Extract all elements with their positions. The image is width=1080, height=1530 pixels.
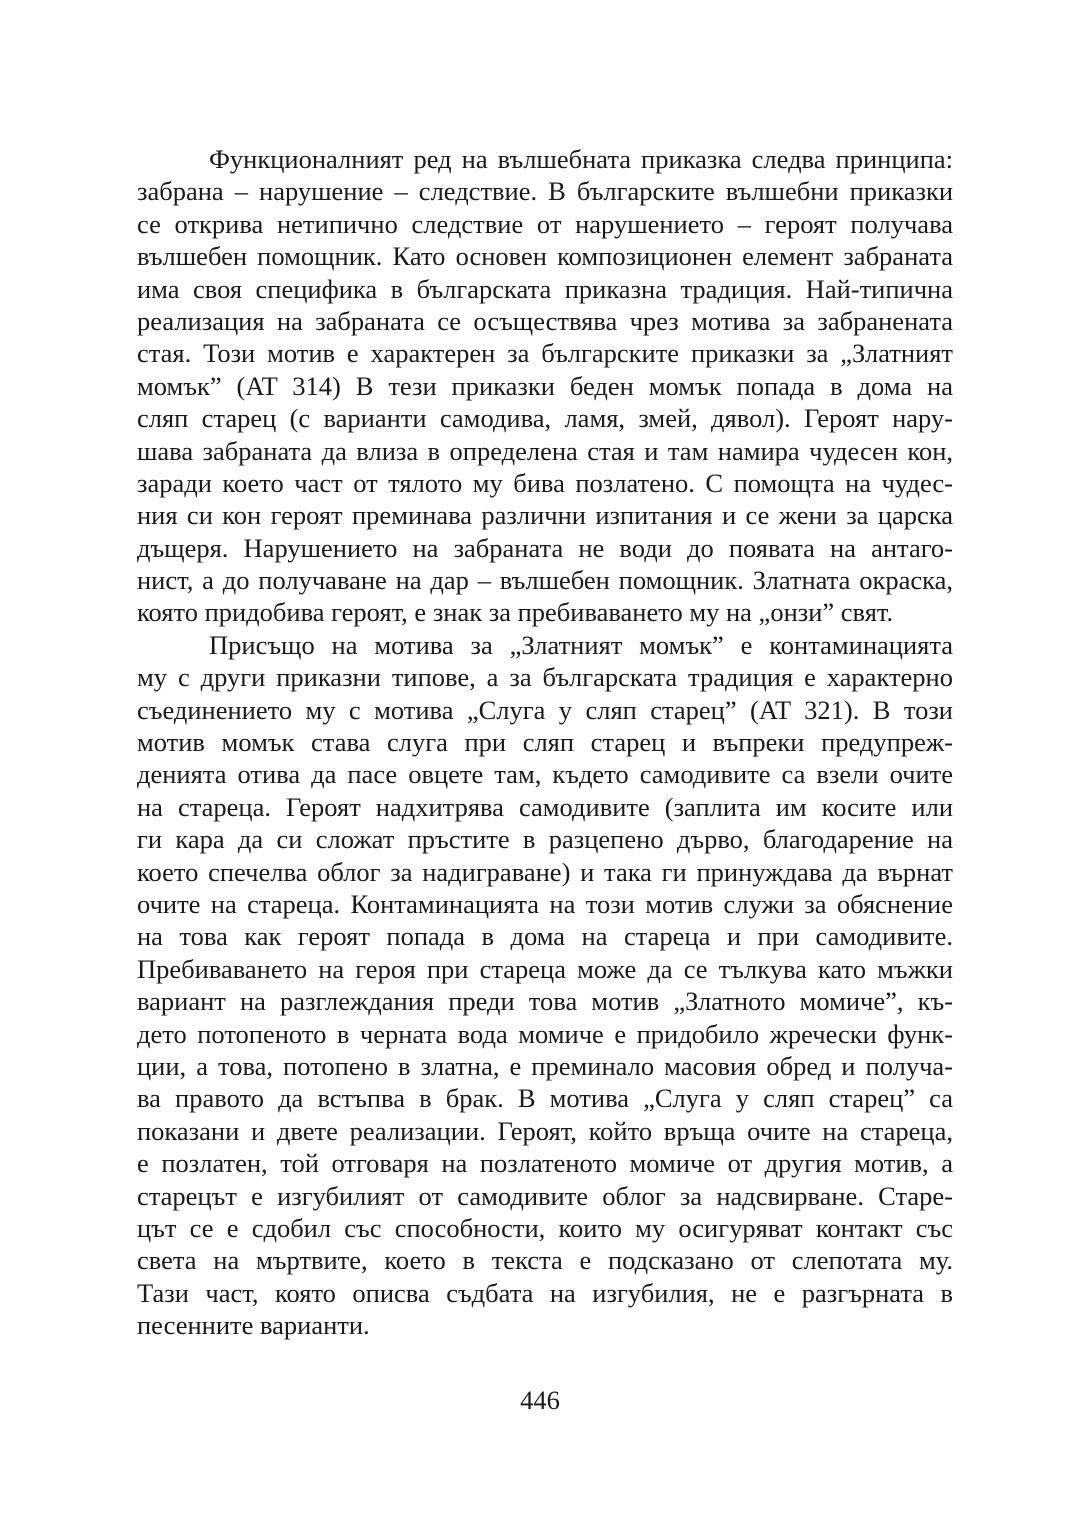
text-line: показани и двете реализации. Героят, който връща очите на стареца, bbox=[137, 1115, 953, 1146]
body-text bbox=[137, 143, 953, 1341]
text-line: цът се е сдобил със способности, които му осигуряват контакт със bbox=[137, 1212, 953, 1243]
text-line: на това как героят попада в дома на стареца и при самодивите. bbox=[137, 921, 953, 952]
page-number: 446 bbox=[520, 1385, 560, 1415]
text-line: реализация на забраната се осъществява чрез мотива за забранената bbox=[137, 305, 953, 336]
paragraph bbox=[137, 629, 953, 1342]
text-line: старецът е изгубилият от самодивите облог за надсвирване. Старе- bbox=[137, 1180, 953, 1211]
text-line: денията отива да пасе овцете там, където самодивите са взели очите bbox=[137, 759, 953, 790]
text-line: Функционалният ред на вълшебната приказка следва принципа: bbox=[209, 144, 953, 174]
text-line: е позлатен, той отговаря на позлатеното момиче от другия мотив, а bbox=[137, 1148, 953, 1179]
text-line: Присъщо на мотива за „Златният момък” е контаминацията bbox=[209, 629, 953, 660]
text-line: шава забраната да влиза в определена стая и там намира чудесен кон, bbox=[137, 435, 953, 466]
text-line: Пребиваването на героя при стареца може да се тълкува като мъжки bbox=[137, 953, 953, 984]
text-line: ги кара да си сложат пръстите в разцепено дърво, благодарение на bbox=[137, 824, 953, 855]
text-line: дъщеря. Нарушението на забраната не води до появата на антаго- bbox=[137, 532, 953, 563]
text-line: има своя специфика в българската приказна традиция. Най-типична bbox=[137, 273, 953, 304]
text-line: момък” (AT 314) В тези приказки беден момък попада в дома на bbox=[137, 370, 953, 401]
text-line: песенните варианти. bbox=[137, 1310, 370, 1341]
text-line: очите на стареца. Контаминацията на този мотив служи за обяснение bbox=[137, 888, 953, 919]
text-line: се открива нетипично следствие от нарушението – героят получава bbox=[137, 208, 953, 239]
text-line: съединението му с мотива „Слуга у сляп старец” (AT 321). В този bbox=[137, 694, 953, 725]
text-line: забрана – нарушение – следствие. В българските вълшебни приказки bbox=[137, 176, 953, 207]
text-line: му с други приказни типове, а за българската традиция е характерно bbox=[137, 662, 953, 693]
text-line: вълшебен помощник. Като основен композиционен елемент забраната bbox=[137, 241, 953, 272]
text-line: мотив момък става слуга при сляп старец и въпреки предупреж- bbox=[137, 727, 953, 758]
text-line: стая. Този мотив е характерен за българските приказки за „Златният bbox=[137, 338, 953, 369]
text-line: света на мъртвите, което в текста е подсказано от слепотата му. bbox=[137, 1245, 953, 1276]
text-line: сляп старец (с варианти самодива, ламя, змей, дявол). Героят нару- bbox=[137, 403, 953, 434]
text-line: ции, а това, потопено в златна, е преминало масовия обред и получа- bbox=[137, 1050, 953, 1081]
text-line: на стареца. Героят надхитрява самодивите (заплита им косите или bbox=[137, 791, 953, 822]
text-line: ва правото да встъпва в брак. В мотива „Слуга у сляп старец” са bbox=[137, 1083, 953, 1114]
text-line: дето потопеното в черната вода момиче е придобило жречески функ- bbox=[137, 1018, 953, 1049]
text-line: което спечелва облог за надиграване) и така ги принуждава да върнат bbox=[137, 856, 953, 887]
text-line: вариант на разглеждания преди това мотив „Златното момиче”, къ- bbox=[137, 986, 953, 1017]
paragraph bbox=[137, 143, 953, 629]
text-line: нист, а до получаване на дар – вълшебен помощник. Златната окраска, bbox=[137, 565, 953, 596]
text-line: ния си кон героят преминава различни изпитания и се жени за царска bbox=[137, 500, 953, 531]
text-line: заради което част от тялото му бива позлатено. С помощта на чудес- bbox=[137, 467, 953, 498]
text-line: Тази част, която описва съдбата на изгубилия, не е разгърната в bbox=[137, 1277, 953, 1308]
text-line: която придобива героят, е знак за пребиваването му на „онзи” свят. bbox=[137, 597, 894, 628]
